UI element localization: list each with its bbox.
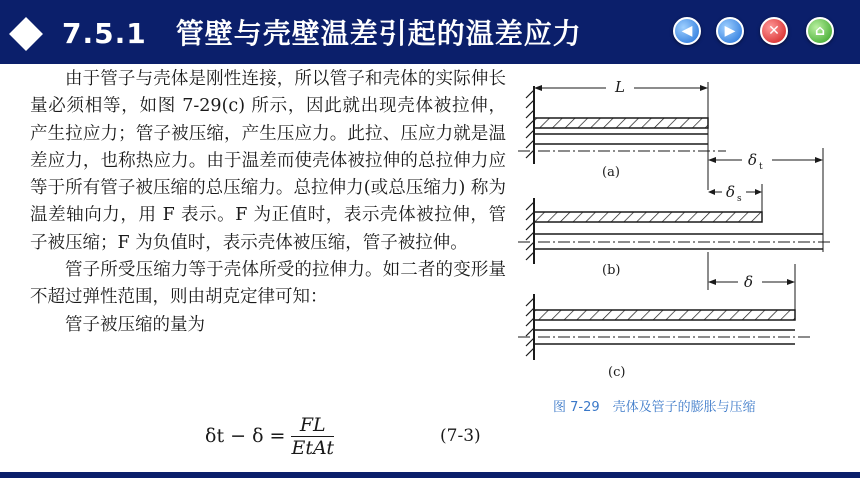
close-icon[interactable]: ✕ (760, 17, 788, 45)
slide-title: 7.5.1 管壁与壳壁温差引起的温差应力 (62, 17, 582, 50)
bottom-bar (0, 472, 860, 478)
title-bar (0, 0, 860, 64)
figure-caption: 图 7-29 壳体及管子的膨胀与压缩 (553, 400, 756, 415)
diamond-icon (9, 17, 43, 51)
label-delta-t: δ (748, 151, 758, 169)
formula-fraction (291, 414, 334, 459)
figure-7-29 (510, 68, 830, 390)
paragraph-3: 管子被压缩的量为 (65, 314, 205, 335)
figure-part-c (518, 294, 810, 380)
label-delta-s-sub: s (737, 194, 742, 204)
formula-numerator: FL (291, 414, 334, 437)
body-text (30, 66, 506, 339)
back-arrow-icon[interactable]: ◀ (673, 17, 701, 45)
label-a: (a) (602, 165, 620, 180)
label-delta-t-sub: t (759, 162, 763, 172)
figure-part-b (518, 198, 830, 278)
formula-lhs: δt − δ = (205, 425, 286, 447)
label-L: L (615, 78, 625, 96)
delta-dimension (708, 252, 795, 310)
label-delta-s: δ (726, 183, 736, 201)
paragraph-1: 由于管子与壳体是刚性连接，所以管子和壳体的实际伸长量必须相等，如图 7-29(c) 所示，因此就出现壳体被拉伸，产生拉应力；管子被压缩，产生压应力。此拉、压应力就是温差应力，也称热应力。由于温差而使壳体被拉伸的总拉伸力应等于所有管子被压缩的总压缩力。总拉伸力(或总压缩力) 称为温差轴向力，用 F 表示。F 为正值时，表示壳体被拉伸，管子被压缩；F 为负值时，表示壳体被压缩，管子被拉伸。 (30, 69, 506, 253)
figure-part-a (518, 78, 726, 180)
forward-arrow-icon[interactable]: ▶ (716, 17, 744, 45)
home-icon[interactable]: ⌂ (806, 17, 834, 45)
formula-7-3 (205, 412, 334, 460)
label-delta: δ (744, 273, 754, 291)
formula-denominator: EtAt (291, 436, 335, 459)
paragraph-2: 管子所受压缩力等于壳体所受的拉伸力。如二者的变形量不超过弹性范围，则由胡克定律可知： (30, 260, 506, 308)
label-b: (b) (602, 263, 621, 278)
label-c: (c) (608, 365, 626, 380)
equation-number: (7-3) (440, 426, 481, 446)
